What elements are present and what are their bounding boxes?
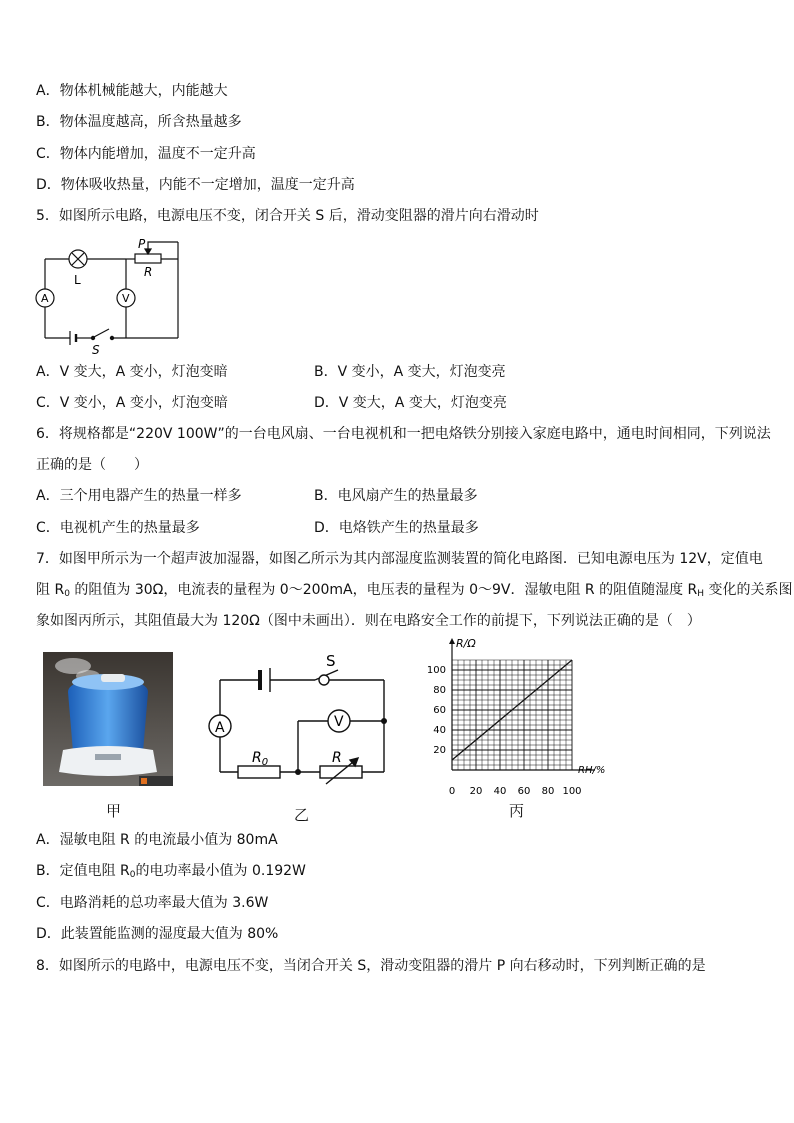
- x-tick-label: 80: [541, 786, 555, 797]
- chart-x-label: RH/%: [578, 765, 606, 776]
- q7-stem-line2: [36, 580, 793, 604]
- q5-label-s: S: [92, 343, 100, 357]
- q6-option-b: B．电风扇产生的热量最多: [314, 488, 478, 504]
- q6-option-c: C．电视机产生的热量最多: [36, 520, 200, 536]
- fig-caption-jia: 甲: [106, 802, 122, 820]
- y-tick-label: 20: [433, 745, 446, 756]
- humidifier-photo: [43, 652, 173, 786]
- chart-grid: [449, 638, 595, 770]
- q7-label-r0-main: R: [252, 750, 262, 766]
- x-tick-label: 100: [562, 786, 582, 797]
- x-tick-label: 60: [517, 786, 531, 797]
- q5-label-r: R: [144, 265, 153, 279]
- y-axis-arrow: [449, 638, 455, 644]
- q7-option-c: C．电路消耗的总功率最大值为 3.6W: [36, 895, 269, 911]
- y-tick-label: 80: [433, 685, 446, 696]
- q4-option-c: C．物体内能增加，温度不一定升高: [36, 146, 256, 162]
- humidity-resistance-chart: [420, 632, 620, 807]
- q7-label-v: V: [334, 714, 344, 730]
- q7-stem-line2-sub: 0: [64, 589, 70, 599]
- q8-stem: 8．如图所示的电路中，电源电压不变，当闭合开关 S，滑动变阻器的滑片 P 向右移动时，下列判断正确的是: [36, 958, 706, 974]
- q6-stem-line2: 正确的是（ ）: [36, 457, 148, 473]
- y-tick-label: 40: [433, 725, 446, 736]
- q7-stem-line3: 象如图丙所示，其阻值最大为 120Ω（图中未画出）．则在电路安全工作的前提下，下列说法正确的是（ ）: [36, 613, 701, 629]
- q7-option-b-sub: 0: [129, 870, 136, 880]
- q4-option-b: B．物体温度越高，所含热量越多: [36, 114, 242, 130]
- q5-label-a: A: [41, 292, 49, 305]
- q7-stem-line2-b: 的阻值为 30Ω，电流表的量程为 0～200mA，电压表的量程为 0～9V．湿敏电阻 R 的阻值随湿度 R: [69, 582, 698, 598]
- x-tick-label: 0: [448, 786, 456, 797]
- q7-stem-line2-sub2: H: [697, 589, 705, 599]
- q7-label-r: R: [332, 750, 342, 766]
- q7-option-d: D．此装置能监测的湿度最大值为 80%: [36, 926, 279, 942]
- q4-option-a: A．物体机械能越大，内能越大: [36, 83, 228, 99]
- fig-caption-yi: 乙: [294, 806, 310, 824]
- fig-caption-bing: 丙: [509, 802, 525, 820]
- q7-option-b-a: B．定值电阻 R: [36, 863, 130, 879]
- q7-stem-line2-a: 阻 R: [36, 582, 65, 598]
- q5-option-a: A．V 变大，A 变小，灯泡变暗: [36, 364, 228, 380]
- q7-stem-line2-c: 变化的关系图: [704, 582, 793, 598]
- q7-label-a: A: [215, 720, 225, 736]
- q7-stem-line1: 7．如图甲所示为一个超声波加湿器，如图乙所示为其内部湿度监测装置的简化电路图．已知电源电压为 12V，定值电: [36, 551, 763, 567]
- q4-option-d: D．物体吸收热量，内能不一定增加，温度一定升高: [36, 177, 355, 193]
- y-tick-label: 100: [426, 665, 446, 676]
- chart-y-label: R/Ω: [456, 637, 476, 650]
- q6-stem-line1: 6．将规格都是“220V 100W”的一台电风扇、一台电视机和一把电烙铁分别接入家庭电路中，通电时间相同，下列说法: [36, 426, 771, 442]
- x-tick-label: 40: [493, 786, 507, 797]
- q7-label-r0: [252, 750, 268, 768]
- y-tick-label: 60: [433, 705, 446, 716]
- q5-option-c: C．V 变小，A 变小，灯泡变暗: [36, 395, 228, 411]
- q5-stem: 5．如图所示电路，电源电压不变，闭合开关 S 后，滑动变阻器的滑片向右滑动时: [36, 208, 539, 224]
- q5-label-v: V: [122, 292, 130, 305]
- q7-label-s: S: [326, 652, 336, 670]
- q5-label-p: P: [138, 237, 146, 251]
- q7-circuit-diagram: [200, 650, 400, 790]
- q7-option-a: A．湿敏电阻 R 的电流最小值为 80mA: [36, 832, 278, 848]
- x-tick-label: 20: [469, 786, 483, 797]
- q5-option-d: D．V 变大，A 变大，灯泡变亮: [314, 395, 507, 411]
- q6-option-a: A．三个用电器产生的热量一样多: [36, 488, 242, 504]
- q7-option-b: [36, 861, 306, 885]
- q7-option-b-b: 的电功率最小值为 0.192W: [135, 863, 306, 879]
- q5-circuit-diagram: [30, 234, 190, 360]
- q7-label-r0-sub: 0: [261, 757, 269, 768]
- q5-option-b: B．V 变小，A 变大，灯泡变亮: [314, 364, 506, 380]
- q6-option-d: D．电烙铁产生的热量最多: [314, 520, 479, 536]
- q5-label-l: L: [74, 273, 81, 287]
